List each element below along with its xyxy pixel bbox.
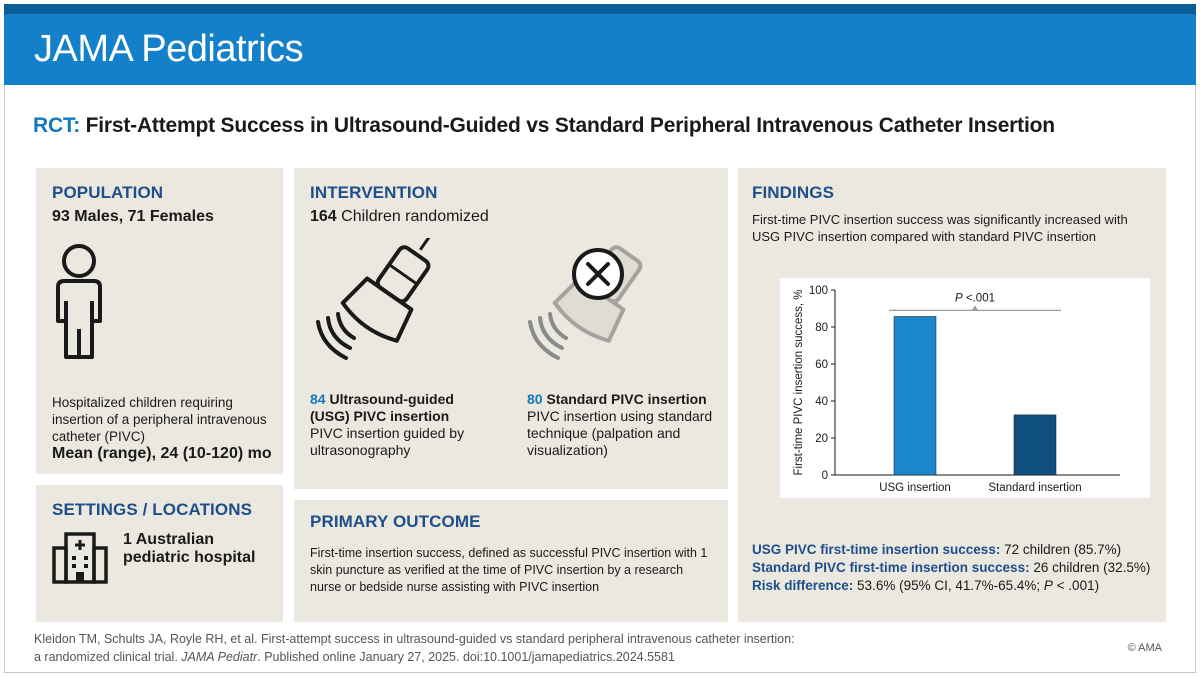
y-tick-label: 0: [821, 470, 828, 482]
y-tick-label: 80: [815, 322, 828, 334]
stat-risk-difference: [752, 578, 1099, 593]
stat-risk-p: P: [1043, 578, 1053, 593]
intervention-heading: INTERVENTION: [310, 183, 438, 202]
y-axis-title: First-time PIVC insertion success, %: [793, 289, 805, 476]
p-value-annotation: P <.001: [955, 292, 995, 305]
stat-standard-value: 26 children (32.5%): [1029, 560, 1151, 575]
stat-risk-value: 53.6% (95% CI, 41.7%-65.4%;: [853, 578, 1044, 593]
stat-risk-label: Risk difference:: [752, 578, 854, 593]
journal-brand: JAMA Pediatrics: [34, 28, 304, 70]
title-text: First-Attempt Success in Ultrasound-Guided vs Standard Peripheral Intravenous Catheter Insertion: [85, 114, 1055, 137]
stat-usg-value: 72 children (85.7%): [1000, 542, 1122, 557]
y-tick-label: 100: [808, 285, 828, 297]
y-tick-label: 60: [815, 359, 828, 371]
y-tick-label: 40: [815, 396, 828, 408]
copyright: © AMA: [1127, 642, 1162, 654]
primary-outcome-text: First-time insertion success, defined as successful PIVC insertion with 1 skin puncture as verified at the time of PIVC insertion by a research nurse or bedside nurse assisting with PIVC insertion: [310, 546, 708, 594]
title-prefix: RCT:: [33, 114, 81, 137]
arm1-label: [310, 391, 454, 425]
citation-line1: Kleidon TM, Schults JA, Royle RH, et al. First-attempt success in ultrasound-guided vs standard peripheral intravenous catheter insertion:: [34, 632, 795, 646]
bar-chart-svg: [780, 278, 1150, 498]
primary-outcome-heading: PRIMARY OUTCOME: [310, 512, 481, 531]
population-heading: POPULATION: [52, 183, 164, 202]
citation-line2: [34, 648, 795, 666]
citation: [34, 630, 795, 666]
settings-line2: pediatric hospital: [123, 549, 256, 566]
arm2-count: 80: [527, 391, 543, 407]
settings-heading: SETTINGS / LOCATIONS: [52, 500, 253, 519]
randomized-text: Children randomized: [336, 208, 489, 225]
page-title: [33, 114, 1055, 138]
bar-usg: [894, 316, 936, 475]
arm1-count: 84: [310, 391, 326, 407]
ultrasound-probe-icon: [308, 238, 458, 368]
findings-summary: First-time PIVC insertion success was significantly increased with USG PIVC insertion compared with standard PIVC insertion: [752, 212, 1128, 244]
journal-header: [4, 4, 1196, 85]
stat-risk-tail: < .001): [1052, 578, 1100, 593]
population-description: Hospitalized children requiring insertion of a peripheral intravenous catheter (PIVC): [52, 395, 267, 444]
arm2-label-text: Standard PIVC insertion: [542, 391, 707, 407]
stat-usg-label: USG PIVC first-time insertion success:: [752, 542, 1001, 557]
bar-standard: [1014, 415, 1056, 475]
population-age: Mean (range), 24 (10-120) mo: [52, 445, 272, 462]
x-category-label: Standard insertion: [988, 482, 1082, 494]
child-person-icon: [48, 243, 110, 361]
hospital-building-icon: [52, 532, 108, 584]
arm1-label-line2: (USG) PIVC insertion: [310, 408, 450, 424]
stat-standard-label: Standard PIVC first-time insertion success:: [752, 560, 1030, 575]
randomized-count: 164: [310, 208, 337, 225]
standard-probe-crossed-icon: [520, 238, 670, 368]
citation-line2-pre: a randomized clinical trial.: [34, 650, 182, 664]
stat-usg: [752, 542, 1121, 557]
settings-line1: 1 Australian: [123, 531, 214, 548]
x-category-label: USG insertion: [879, 482, 951, 494]
findings-chart: [780, 278, 1150, 498]
findings-heading: FINDINGS: [752, 183, 835, 202]
citation-journal: JAMA Pediatr: [181, 650, 258, 664]
randomized-line: [310, 208, 489, 226]
bracket-marker: [972, 305, 978, 310]
arm1-description: PIVC insertion guided by ultrasonography: [310, 425, 465, 458]
arm2-label: [527, 391, 707, 408]
y-tick-label: 20: [815, 433, 828, 445]
citation-line2-post: . Published online January 27, 2025. doi:10.1001/jamapediatrics.2024.5581: [257, 650, 675, 664]
stat-standard: [752, 560, 1150, 575]
population-counts: 93 Males, 71 Females: [52, 208, 214, 225]
arm1-label-line1: Ultrasound-guided: [325, 391, 454, 407]
arm2-description: PIVC insertion using standard technique (palpation and visualization): [527, 408, 713, 458]
